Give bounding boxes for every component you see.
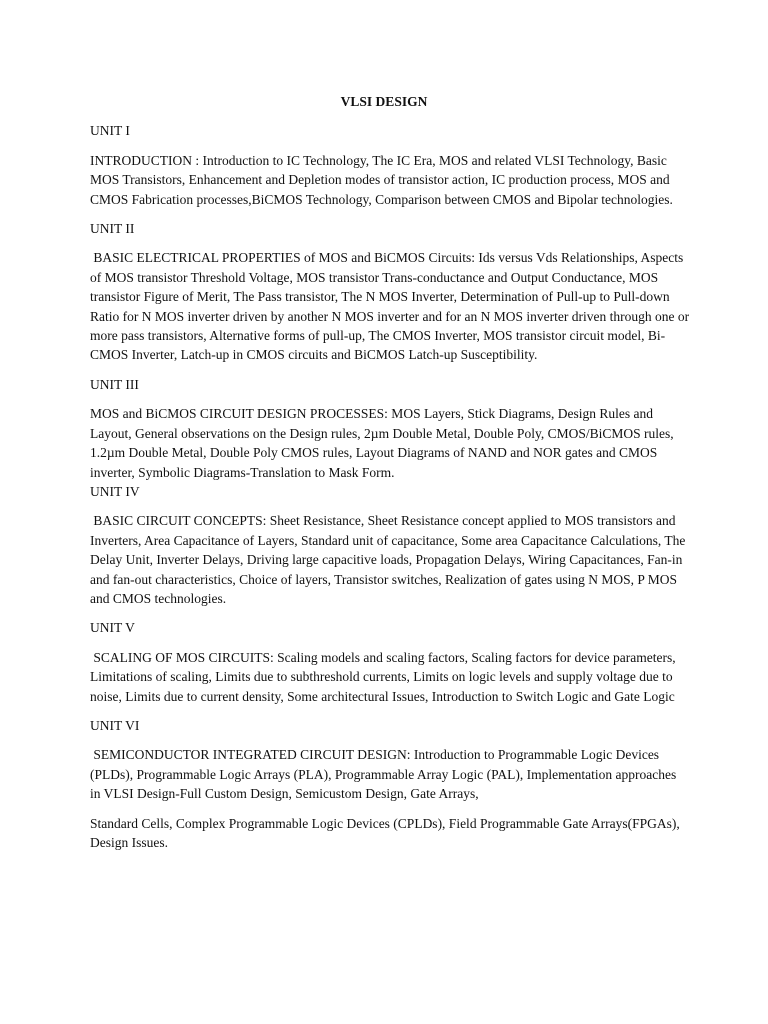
unit-1-paragraph: INTRODUCTION : Introduction to IC Technology, The IC Era, MOS and related VLSI Technology, Basic MOS Transistors, Enhancement and Depletion modes of transistor action, IC production process, MOS and CMOS Fabrication processes,BiCMOS Technology, Comparison between CMOS and Bipolar technologies. bbox=[90, 152, 673, 207]
unit-heading-3: UNIT III bbox=[90, 376, 139, 392]
unit-6-paragraph-2: Standard Cells, Complex Programmable Logic Devices (CPLDs), Field Programmable Gate Arrays(FPGAs), Design Issues. bbox=[90, 815, 680, 850]
unit-heading-2: UNIT II bbox=[90, 221, 135, 237]
unit-4-paragraph: BASIC CIRCUIT CONCEPTS: Sheet Resistance, Sheet Resistance concept applied to MOS transistors and Inverters, Area Capacitance of Layers, Standard unit of capacitance, Some area Capacitance Calculations, The Delay Unit, Inverter Delays, Driving large capacitive loads, Propagation Delays, Wiring Capacitances, Fan-in and fan-out characteristics, Choice of layers, Transistor switches, Realization of gates using N MOS, P MOS and CMOS technologies. bbox=[90, 513, 689, 606]
unit-5-paragraph: SCALING OF MOS CIRCUITS: Scaling models and scaling factors, Scaling factors for device parameters, Limitations of scaling, Limits due to subthreshold currents, Limits on logic levels and supply voltage due to noise, Limits due to current density, Some architectural Issues, Introduction to Switch Logic and Gate Logic bbox=[90, 649, 680, 704]
unit-3-paragraph: MOS and BiCMOS CIRCUIT DESIGN PROCESSES: MOS Layers, Stick Diagrams, Design Rules and Layout, General observations on the Design rules, 2µm Double Metal, Double Poly, CMOS/BiCMOS rules, 1.2µm Double Metal, Double Poly CMOS rules, Layout Diagrams of NAND and NOR gates and CMOS inverter, Symbolic Diagrams-Translation to Mask Form. bbox=[90, 406, 674, 480]
unit-2-paragraph: BASIC ELECTRICAL PROPERTIES of MOS and BiCMOS Circuits: Ids versus Vds Relationships, Aspects of MOS transistor Threshold Voltage, MOS transistor Trans-conductance and Output Conductance, MOS transistor Figure of Merit, The Pass transistor, The N MOS Inverter, Determination of Pull-up to Pull-down Ratio for N MOS inverter driven by another N MOS inverter and for an N MOS inverter driven through one or more pass transistors, Alternative forms of pull-up, The CMOS Inverter, MOS transistor circuit model, Bi-CMOS Inverter, Latch-up in CMOS circuits and BiCMOS Latch-up Susceptibility. bbox=[90, 250, 693, 363]
unit-heading-1: UNIT I bbox=[90, 123, 130, 139]
document-title: VLSI DESIGN bbox=[340, 94, 428, 109]
unit-heading-6: UNIT VI bbox=[90, 717, 140, 733]
unit-heading-4: UNIT IV bbox=[90, 483, 140, 499]
document-page bbox=[90, 92, 693, 862]
unit-6-paragraph-1: SEMICONDUCTOR INTEGRATED CIRCUIT DESIGN: Introduction to Programmable Logic Devices (PLDs), Programmable Logic Arrays (PLA), Programmable Array Logic (PAL), Implementation approaches in VLSI Design-Full Custom Design, Semicustom Design, Gate Arrays, bbox=[90, 747, 680, 802]
unit-heading-5: UNIT V bbox=[90, 620, 135, 636]
